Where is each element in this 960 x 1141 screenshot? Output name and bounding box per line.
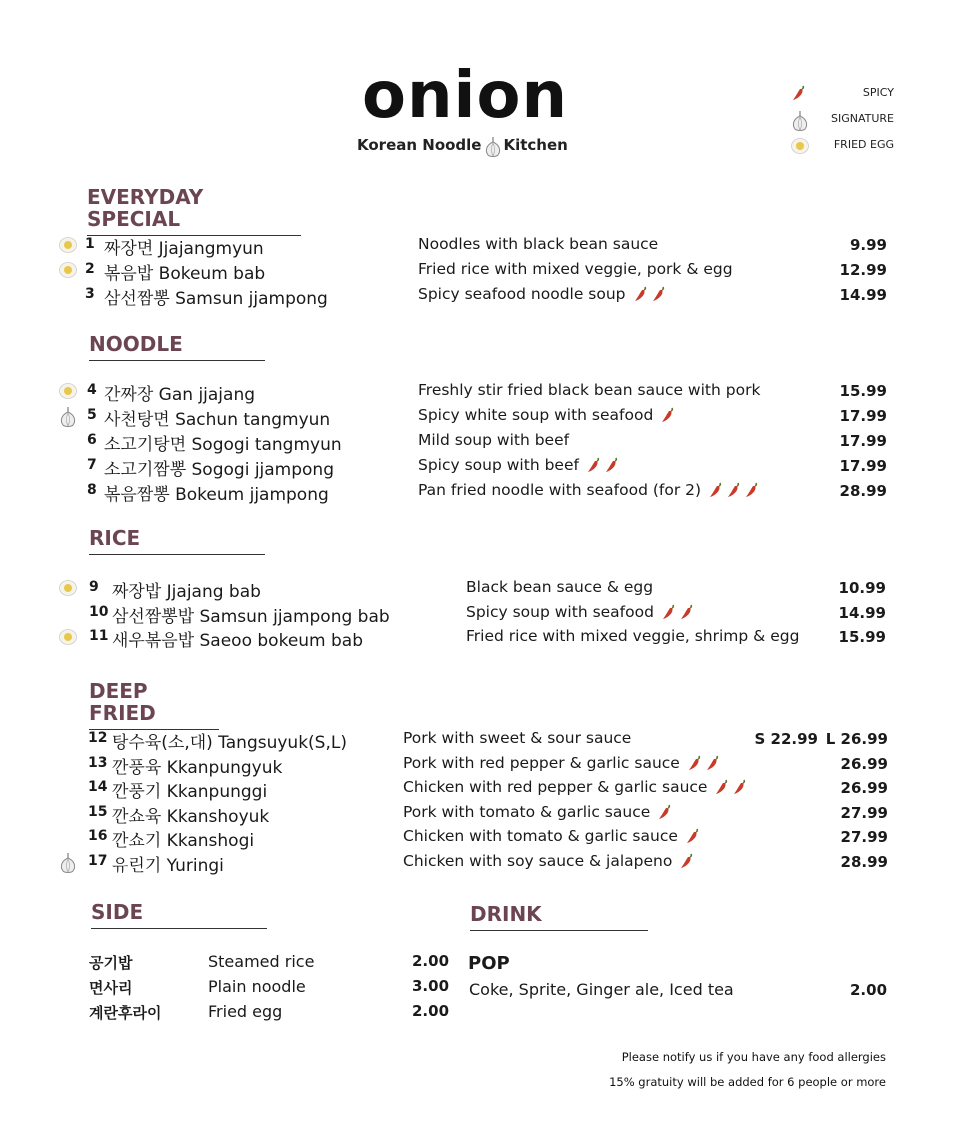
restaurant-logo: onion xyxy=(362,59,568,133)
item-price: 26.99 xyxy=(840,779,888,798)
pepper-icon xyxy=(678,603,696,621)
item-name: 짜장면 Jjajangmyun xyxy=(104,239,264,259)
item-number: 2 xyxy=(85,261,95,277)
item-description xyxy=(466,578,653,596)
item-price: L 26.99 xyxy=(825,730,888,748)
menu-item-row xyxy=(0,233,960,257)
item-price-small: S 22.99 xyxy=(754,730,818,748)
item-description-text: Chicken with red pepper & garlic sauce xyxy=(403,778,708,797)
pepper-icon xyxy=(585,456,603,474)
legend-egg-icon xyxy=(790,136,810,159)
item-description-text: Pork with red pepper & garlic sauce xyxy=(403,753,680,772)
pepper-icon xyxy=(713,778,731,796)
item-number: 5 xyxy=(87,407,97,423)
legend xyxy=(790,84,894,162)
item-description-text: Noodles with black bean sauce xyxy=(418,235,659,253)
item-name: 볶음짬뽕 Bokeum jjampong xyxy=(104,485,329,505)
item-description-text: Chicken with soy sauce & jalapeno xyxy=(403,852,673,870)
egg-marker xyxy=(58,260,78,280)
item-description-text: Spicy soup with beef xyxy=(418,456,579,474)
item-description xyxy=(418,381,760,399)
pepper-icon xyxy=(686,754,704,772)
item-name: 깐풍육 Kkanpungyuk xyxy=(112,757,283,778)
garlic-icon xyxy=(790,110,810,132)
menu-item-row xyxy=(0,479,960,503)
item-description-text: Pan fried noodle with seafood (for 2) xyxy=(418,481,702,499)
item-description-text: Pork with sweet & sour sauce xyxy=(403,729,632,747)
item-number: 1 xyxy=(85,236,95,252)
egg-icon xyxy=(58,235,78,255)
spice-level xyxy=(659,406,677,424)
egg-icon xyxy=(58,627,78,647)
gratuity-note: 15% gratuity will be added for 6 people or more xyxy=(609,1075,886,1089)
menu-item-row xyxy=(0,727,960,751)
menu-item-row xyxy=(0,454,960,478)
item-number: 7 xyxy=(87,457,97,473)
pepper-icon xyxy=(632,285,650,303)
egg-marker xyxy=(58,627,78,647)
egg-marker xyxy=(58,235,78,255)
item-description-text: Freshly stir fried black bean sauce with pork xyxy=(418,381,761,399)
spice-level xyxy=(656,803,674,821)
section-drink: DRINK xyxy=(470,903,648,931)
tagline xyxy=(357,136,568,154)
item-price: 17.99 xyxy=(839,407,887,425)
item-name: 소고기짬뽕 Sogogi jjampong xyxy=(104,460,334,480)
item-number: 12 xyxy=(88,730,108,746)
garlic-icon xyxy=(58,852,78,874)
pepper-icon xyxy=(650,285,668,303)
item-name: 유린기 Yuringi xyxy=(112,856,224,876)
menu-item-row xyxy=(0,801,960,825)
item-number: 14 xyxy=(88,779,108,796)
side-korean-name: 계란후라이 xyxy=(89,1004,162,1022)
drink-pop-title: POP xyxy=(468,953,510,974)
legend-spicy-icon xyxy=(790,84,808,105)
pepper-icon xyxy=(678,852,696,870)
spice-level xyxy=(707,481,761,499)
item-name: 간짜장 Gan jjajang xyxy=(104,385,256,405)
spice-level xyxy=(632,285,668,303)
menu-item-row xyxy=(0,752,960,776)
item-name: 깐쇼육 Kkanshoyuk xyxy=(112,806,270,827)
item-number: 17 xyxy=(88,853,108,869)
section-side: SIDE xyxy=(91,901,267,929)
item-price: 28.99 xyxy=(839,482,887,500)
menu-item-row xyxy=(0,258,960,282)
item-description xyxy=(418,406,677,424)
pepper-icon xyxy=(656,803,674,821)
item-description xyxy=(466,603,696,621)
legend-signature-icon xyxy=(790,110,810,135)
section-rice: RICE xyxy=(89,527,265,555)
item-price: 15.99 xyxy=(838,628,886,646)
pepper-icon xyxy=(707,481,725,499)
menu-item-row xyxy=(0,429,960,453)
item-description xyxy=(418,481,761,499)
item-price: 9.99 xyxy=(849,236,887,254)
side-korean-name: 공기밥 xyxy=(89,954,133,972)
side-desc: Fried egg xyxy=(208,1002,283,1021)
legend-spicy-label: SPICY xyxy=(862,86,894,99)
item-description-text: Fried rice with mixed veggie, pork & egg xyxy=(418,260,733,278)
item-description xyxy=(403,852,696,870)
item-number: 13 xyxy=(88,754,108,771)
egg-marker xyxy=(58,578,78,598)
item-number: 3 xyxy=(85,286,95,302)
item-description xyxy=(418,235,658,253)
tagline-garlic xyxy=(483,136,501,154)
section-noodle: NOODLE xyxy=(89,333,265,361)
item-price: 14.99 xyxy=(839,286,887,304)
item-name: 삼선짬뽕 Samsun jjampong xyxy=(104,289,328,309)
item-name: 새우볶음밥 Saeoo bokeum bab xyxy=(112,631,364,651)
tagline-left: Korean Noodle xyxy=(357,136,482,154)
egg-icon xyxy=(58,578,78,598)
item-description xyxy=(403,729,631,747)
section-deep-fried: DEEP FRIED xyxy=(89,680,219,730)
item-price: 26.99 xyxy=(840,754,888,773)
drink-pop-price: 2.00 xyxy=(850,981,888,999)
side-desc: Steamed rice xyxy=(208,952,315,971)
item-description xyxy=(466,627,799,645)
item-description xyxy=(403,778,749,796)
pepper-icon xyxy=(704,754,722,772)
menu-item-row xyxy=(0,825,960,852)
garlic-icon xyxy=(483,136,503,158)
item-description xyxy=(418,431,569,449)
drink-pop-desc: Coke, Sprite, Ginger ale, Iced tea xyxy=(469,980,734,999)
item-name: 사천탕면 Sachun tangmyun xyxy=(104,410,331,430)
item-description xyxy=(418,456,621,474)
item-price: 17.99 xyxy=(839,432,887,450)
pepper-icon xyxy=(603,456,621,474)
menu-item-row xyxy=(0,404,960,428)
side-korean-name: 면사리 xyxy=(89,979,133,997)
legend-egg-label: FRIED EGG xyxy=(833,138,894,151)
item-description-text: Spicy soup with seafood xyxy=(466,602,654,621)
item-description xyxy=(418,260,733,278)
side-item xyxy=(89,1002,469,1026)
egg-marker xyxy=(58,381,78,401)
legend-signature-label: SIGNATURE xyxy=(830,112,894,125)
item-description-text: Black bean sauce & egg xyxy=(466,578,654,596)
side-price: 2.00 xyxy=(412,952,450,970)
menu-item-row xyxy=(0,283,960,307)
item-description-text: Pork with tomato & garlic sauce xyxy=(403,802,651,821)
item-number: 9 xyxy=(89,579,99,595)
item-name: 볶음밥 Bokeum bab xyxy=(104,264,266,284)
pepper-icon xyxy=(743,481,761,499)
item-price: 27.99 xyxy=(840,803,888,822)
item-price: 28.99 xyxy=(840,853,888,871)
item-description xyxy=(403,754,722,772)
pepper-icon xyxy=(731,778,749,796)
item-price: 15.99 xyxy=(839,382,887,400)
pepper-icon xyxy=(790,84,808,102)
item-description-text: Mild soup with beef xyxy=(418,431,570,449)
item-name: 짜장밥 Jjajang bab xyxy=(112,582,261,602)
item-number: 16 xyxy=(88,828,108,845)
item-description xyxy=(418,285,668,303)
item-description-text: Spicy white soup with seafood xyxy=(418,406,654,424)
garlic-marker xyxy=(58,852,78,872)
item-name: 깐풍기 Kkanpunggi xyxy=(112,782,268,803)
garlic-marker xyxy=(58,406,78,426)
item-name: 깐쇼기 Kkanshogi xyxy=(112,831,255,852)
item-price: 12.99 xyxy=(839,261,887,279)
egg-icon xyxy=(58,381,78,401)
item-description xyxy=(403,803,674,821)
spice-level xyxy=(678,852,696,870)
allergy-note: Please notify us if you have any food allergies xyxy=(621,1050,886,1064)
item-price: 17.99 xyxy=(839,457,887,475)
item-number: 11 xyxy=(89,628,109,644)
item-description xyxy=(403,827,702,845)
pepper-icon xyxy=(725,481,743,499)
side-price: 3.00 xyxy=(412,977,450,995)
item-description-text: Spicy seafood noodle soup xyxy=(418,285,626,303)
item-name: 소고기탕면 Sogogi tangmyun xyxy=(104,435,342,455)
legend-signature xyxy=(790,110,894,136)
tagline-right: Kitchen xyxy=(503,136,568,154)
menu-item-row xyxy=(0,850,960,874)
menu-item-row xyxy=(0,601,960,625)
item-name: 탕수육(소,대) Tangsuyuk(S,L) xyxy=(112,733,347,753)
item-name: 삼선짬뽕밥 Samsun jjampong bab xyxy=(112,606,390,627)
item-number: 8 xyxy=(87,482,97,498)
spice-level xyxy=(713,778,749,796)
pepper-icon xyxy=(684,827,702,845)
item-description-text: Fried rice with mixed veggie, shrimp & egg xyxy=(466,627,800,645)
side-price: 2.00 xyxy=(412,1002,450,1020)
pepper-icon xyxy=(659,406,677,424)
garlic-icon xyxy=(58,406,78,428)
item-description-text: Chicken with tomato & garlic sauce xyxy=(403,827,678,846)
spice-level xyxy=(684,827,702,845)
egg-icon xyxy=(58,260,78,280)
item-number: 6 xyxy=(87,432,97,448)
item-number: 4 xyxy=(87,382,97,398)
item-price: 27.99 xyxy=(840,828,888,847)
pepper-icon xyxy=(660,603,678,621)
item-number: 15 xyxy=(88,803,108,820)
menu-item-row xyxy=(0,379,960,403)
side-desc: Plain noodle xyxy=(208,977,306,996)
side-list xyxy=(89,952,469,1026)
section-everyday-special: EVERYDAY SPECIAL xyxy=(87,186,301,236)
menu-item-row xyxy=(0,776,960,803)
menu-item-row xyxy=(0,625,960,649)
egg-icon xyxy=(790,136,810,156)
spice-level xyxy=(585,456,621,474)
item-number: 10 xyxy=(89,603,109,620)
spice-level xyxy=(660,603,696,621)
spice-level xyxy=(686,754,722,772)
item-price: 14.99 xyxy=(838,603,886,622)
side-item xyxy=(89,977,469,1001)
legend-spicy xyxy=(790,84,894,110)
legend-fried-egg xyxy=(790,136,894,162)
menu-item-row xyxy=(0,576,960,600)
item-price: 10.99 xyxy=(838,579,886,597)
side-item xyxy=(89,952,469,976)
